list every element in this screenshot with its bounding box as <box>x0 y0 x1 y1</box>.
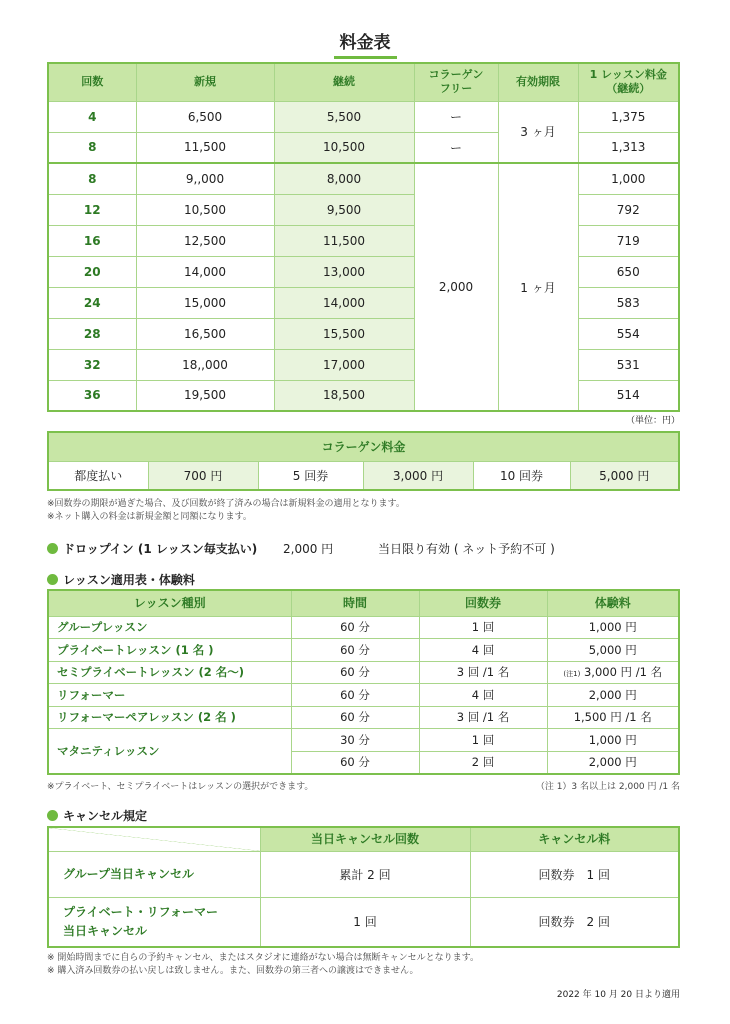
collagen-price: 700 円 <box>148 461 258 490</box>
table-row <box>48 101 679 132</box>
cancel-name: グループ当日キャンセル <box>48 851 260 897</box>
header-expiry: 有効期限 <box>498 63 578 101</box>
lesson-time: 60 分 <box>291 684 419 707</box>
per-lesson-cell: 583 <box>578 287 679 318</box>
lesson-ticket: 2 回 <box>419 751 547 774</box>
page-title: 料金表 <box>0 28 730 59</box>
count-cell: 12 <box>48 194 136 225</box>
lesson-name: プライベートレッスン (1 名 ) <box>48 639 291 662</box>
new-price-cell: 9,,000 <box>136 163 274 194</box>
lesson-ticket: 1 回 <box>419 729 547 752</box>
lesson-time: 60 分 <box>291 706 419 729</box>
new-price-cell: 16,500 <box>136 318 274 349</box>
cancel-name: プライベート・リフォーマー 当日キャンセル <box>48 897 260 947</box>
per-lesson-cell: 531 <box>578 349 679 380</box>
lesson-name: マタニティレッスン <box>48 729 291 774</box>
price-table <box>47 62 680 412</box>
collagen-price: 5,000 円 <box>570 461 679 490</box>
dropin-section <box>47 540 680 557</box>
collagen-cell: ー <box>414 101 498 132</box>
header-per-lesson: 1 レッスン料金 （継続） <box>578 63 679 101</box>
footnote-marker: (注1) <box>563 670 581 679</box>
count-cell: 32 <box>48 349 136 380</box>
count-cell: 24 <box>48 287 136 318</box>
header-count: 回数 <box>48 63 136 101</box>
table-row <box>48 661 679 684</box>
lesson-ticket: 4 回 <box>419 684 547 707</box>
per-lesson-cell: 792 <box>578 194 679 225</box>
lesson-time: 60 分 <box>291 639 419 662</box>
collagen-label: 都度払い <box>48 461 148 490</box>
table-row <box>48 684 679 707</box>
header-lesson-type: レッスン種別 <box>48 590 291 616</box>
lesson-trial: 2,000 円 <box>547 684 679 707</box>
table-row <box>48 225 679 256</box>
lesson-time: 30 分 <box>291 729 419 752</box>
lesson-ticket: 3 回 /1 名 <box>419 706 547 729</box>
dropin-note: 当日限り有効 ( ネット予約不可 ) <box>378 542 555 556</box>
count-cell: 36 <box>48 380 136 411</box>
table-row <box>48 380 679 411</box>
lesson-footnote: （注 1）3 名以上は 2,000 円 /1 名 <box>535 782 680 792</box>
header-time: 時間 <box>291 590 419 616</box>
lesson-time: 60 分 <box>291 661 419 684</box>
table-row <box>48 132 679 163</box>
expiry-cell: 3 ヶ月 <box>498 101 578 163</box>
table-row <box>48 287 679 318</box>
unit-note: （単位：円） <box>625 416 680 426</box>
continue-price-cell: 18,500 <box>274 380 414 411</box>
table-row <box>48 194 679 225</box>
new-price-cell: 6,500 <box>136 101 274 132</box>
header-cancel-fee: キャンセル料 <box>470 827 679 851</box>
bullet-icon <box>47 543 58 554</box>
per-lesson-cell: 650 <box>578 256 679 287</box>
lesson-trial: 5,000 円 <box>547 639 679 662</box>
lesson-ticket: 4 回 <box>419 639 547 662</box>
table-row <box>48 639 679 662</box>
lesson-trial: 2,000 円 <box>547 751 679 774</box>
table-row <box>48 318 679 349</box>
continue-price-cell: 13,000 <box>274 256 414 287</box>
collagen-cell: 2,000 <box>414 163 498 411</box>
lesson-note: ※プライベート、セミプライベートはレッスンの選択ができます。 <box>47 782 314 792</box>
cancel-notes: ※ 開始時間までに自らの予約キャンセル、またはスタジオに連絡がない場合は無断キャンセルとなります。 ※ 購入済み回数券の払い戻しは致しません。また、回数券の第三者への譲渡はできません。 <box>47 953 479 976</box>
per-lesson-cell: 719 <box>578 225 679 256</box>
count-cell: 8 <box>48 163 136 194</box>
count-cell: 4 <box>48 101 136 132</box>
collagen-label: 5 回券 <box>258 461 363 490</box>
table-row <box>48 706 679 729</box>
continue-price-cell: 5,500 <box>274 101 414 132</box>
dropin-price: 2,000 円 <box>283 542 334 556</box>
new-price-cell: 19,500 <box>136 380 274 411</box>
new-price-cell: 10,500 <box>136 194 274 225</box>
lesson-trial: 3,000 円 /1 名 <box>583 665 663 680</box>
cancel-count: 累計 2 回 <box>260 851 470 897</box>
lesson-section-title: レッスン適用表・体験料 <box>47 571 195 588</box>
continue-price-cell: 15,500 <box>274 318 414 349</box>
cancel-fee: 回数券 2 回 <box>470 897 679 947</box>
new-price-cell: 11,500 <box>136 132 274 163</box>
effective-date: 2022 年 10 月 20 日より適用 <box>556 990 680 1000</box>
header-continue: 継続 <box>274 63 414 101</box>
collagen-title: コラーゲン料金 <box>48 432 679 461</box>
new-price-cell: 14,000 <box>136 256 274 287</box>
count-cell: 20 <box>48 256 136 287</box>
lesson-trial: 1,000 円 <box>547 616 679 639</box>
collagen-notes: ※回数券の期限が過ぎた場合、及び回数が終了済みの場合は新規料金の適用となります。 ※ネット購入の料金は新規金額と同額になります。 <box>47 499 405 522</box>
continue-price-cell: 11,500 <box>274 225 414 256</box>
lesson-name: グループレッスン <box>48 616 291 639</box>
new-price-cell: 18,,000 <box>136 349 274 380</box>
lesson-time: 60 分 <box>291 616 419 639</box>
lesson-name: リフォーマー <box>48 684 291 707</box>
cancel-fee: 回数券 1 回 <box>470 851 679 897</box>
cancel-table <box>47 826 680 948</box>
header-ticket: 回数券 <box>419 590 547 616</box>
lesson-ticket: 1 回 <box>419 616 547 639</box>
count-cell: 28 <box>48 318 136 349</box>
per-lesson-cell: 1,375 <box>578 101 679 132</box>
lesson-ticket: 3 回 /1 名 <box>419 661 547 684</box>
table-row <box>48 729 679 752</box>
per-lesson-cell: 1,000 <box>578 163 679 194</box>
continue-price-cell: 9,500 <box>274 194 414 225</box>
header-cancel-count: 当日キャンセル回数 <box>260 827 470 851</box>
diagonal-header <box>48 827 260 851</box>
per-lesson-cell: 554 <box>578 318 679 349</box>
count-cell: 8 <box>48 132 136 163</box>
per-lesson-cell: 514 <box>578 380 679 411</box>
continue-price-cell: 14,000 <box>274 287 414 318</box>
header-trial: 体験料 <box>547 590 679 616</box>
bullet-icon <box>47 574 58 585</box>
header-new: 新規 <box>136 63 274 101</box>
table-row <box>48 256 679 287</box>
table-row <box>48 163 679 194</box>
collagen-price: 3,000 円 <box>363 461 473 490</box>
lesson-trial: 1,500 円 /1 名 <box>547 706 679 729</box>
header-collagen-free: コラーゲン フリー <box>414 63 498 101</box>
lesson-table <box>47 589 680 775</box>
lesson-name: セミプライベートレッスン (2 名〜) <box>48 661 291 684</box>
per-lesson-cell: 1,313 <box>578 132 679 163</box>
table-row <box>48 616 679 639</box>
continue-price-cell: 8,000 <box>274 163 414 194</box>
lesson-name: リフォーマーペアレッスン (2 名 ) <box>48 706 291 729</box>
dropin-label: ドロップイン (1 レッスン毎支払い) <box>63 542 258 556</box>
table-row <box>48 349 679 380</box>
table-row <box>48 851 679 897</box>
lesson-trial-cell <box>547 661 679 684</box>
continue-price-cell: 10,500 <box>274 132 414 163</box>
collagen-label: 10 回券 <box>473 461 570 490</box>
new-price-cell: 15,000 <box>136 287 274 318</box>
table-row <box>48 897 679 947</box>
lesson-time: 60 分 <box>291 751 419 774</box>
continue-price-cell: 17,000 <box>274 349 414 380</box>
collagen-cell: ー <box>414 132 498 163</box>
expiry-cell: 1 ヶ月 <box>498 163 578 411</box>
cancel-section-title: キャンセル規定 <box>47 807 147 824</box>
collagen-table <box>47 431 680 491</box>
count-cell: 16 <box>48 225 136 256</box>
bullet-icon <box>47 810 58 821</box>
new-price-cell: 12,500 <box>136 225 274 256</box>
cancel-count: 1 回 <box>260 897 470 947</box>
lesson-trial: 1,000 円 <box>547 729 679 752</box>
